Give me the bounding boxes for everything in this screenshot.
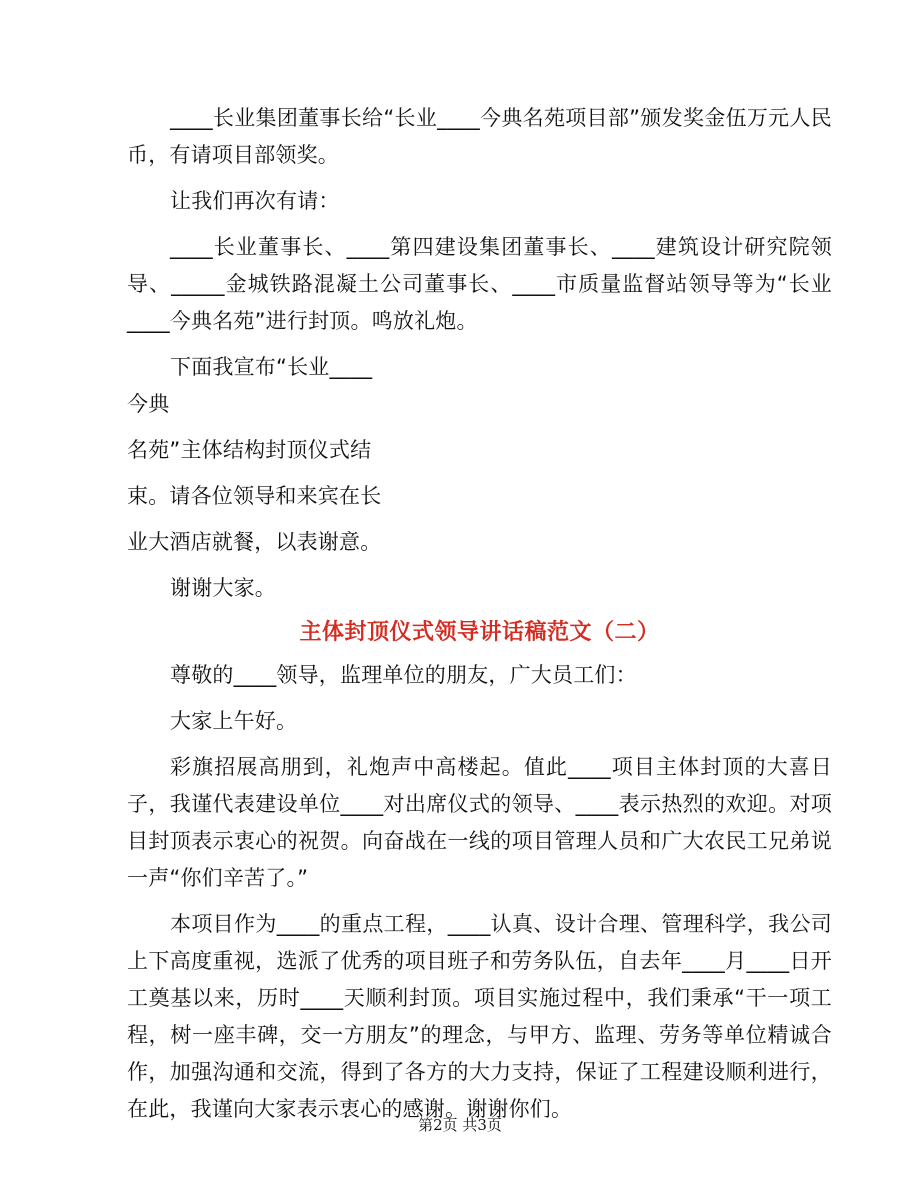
paragraph-welcome: 彩旗招展高朋到，礼炮声中高楼起。值此____项目主体封顶的大喜日子，我谨代表建设单位____对出席仪式的领导、____表示热烈的欢迎。对项目封顶表示衷心的祝贺。向奋战在一线的项目管理人员和广大农民工兄弟说一声“你们辛苦了。” xyxy=(127,755,832,890)
paragraph-salutation: 尊敬的____领导，监理单位的朋友，广大员工们： xyxy=(170,663,637,687)
page-number: 第2页 共3页 xyxy=(418,1116,502,1134)
paragraph-invite-again: 让我们再次有请： xyxy=(170,189,340,213)
narrow-line-2: 名苑”主体结构封顶仪式结 xyxy=(127,438,372,462)
paragraph-thanks: 谢谢大家。 xyxy=(170,576,276,600)
paragraph-project: 本项目作为____的重点工程，____认真、设计合理、管理科学，我公司上下高度重视，选派了优秀的项目班子和劳务队伍，自去年____月____日开工奠基以来，历时____天顺利封顶。项目实施过程中，我们秉承“干一项工程，树一座丰碑，交一方朋友”的理念，与甲方、监理、劳务等单位精诚合作，加强沟通和交流，得到了各方的大力支持，保证了工程建设顺利进行，在此，我谨向大家表示衷心的感谢。谢谢你们。 xyxy=(127,912,832,1121)
paragraph-greeting: 大家上午好。 xyxy=(170,709,298,733)
section-heading: 主体封顶仪式领导讲话稿范文（二） xyxy=(299,620,660,645)
document-body xyxy=(127,100,832,1128)
paragraph-capping-guests: ____长业董事长、____第四建设集团董事长、____建筑设计研究院领导、_____金城铁路混凝土公司董事长、____市质量监督站领导等为“长业____今典名苑”进行封顶。鸣放礼炮。 xyxy=(127,235,832,333)
narrow-line-1: 下面我宣布“长业____今典 xyxy=(127,355,373,416)
narrow-line-4: 业大酒店就餐，以表谢意。 xyxy=(127,530,382,554)
narrow-line-3: 束。请各位领导和来宾在长 xyxy=(127,484,382,508)
paragraph-award: ____长业集团董事长给“长业____今典名苑项目部”颁发奖金伍万元人民币，有请项目部领奖。 xyxy=(127,106,832,167)
